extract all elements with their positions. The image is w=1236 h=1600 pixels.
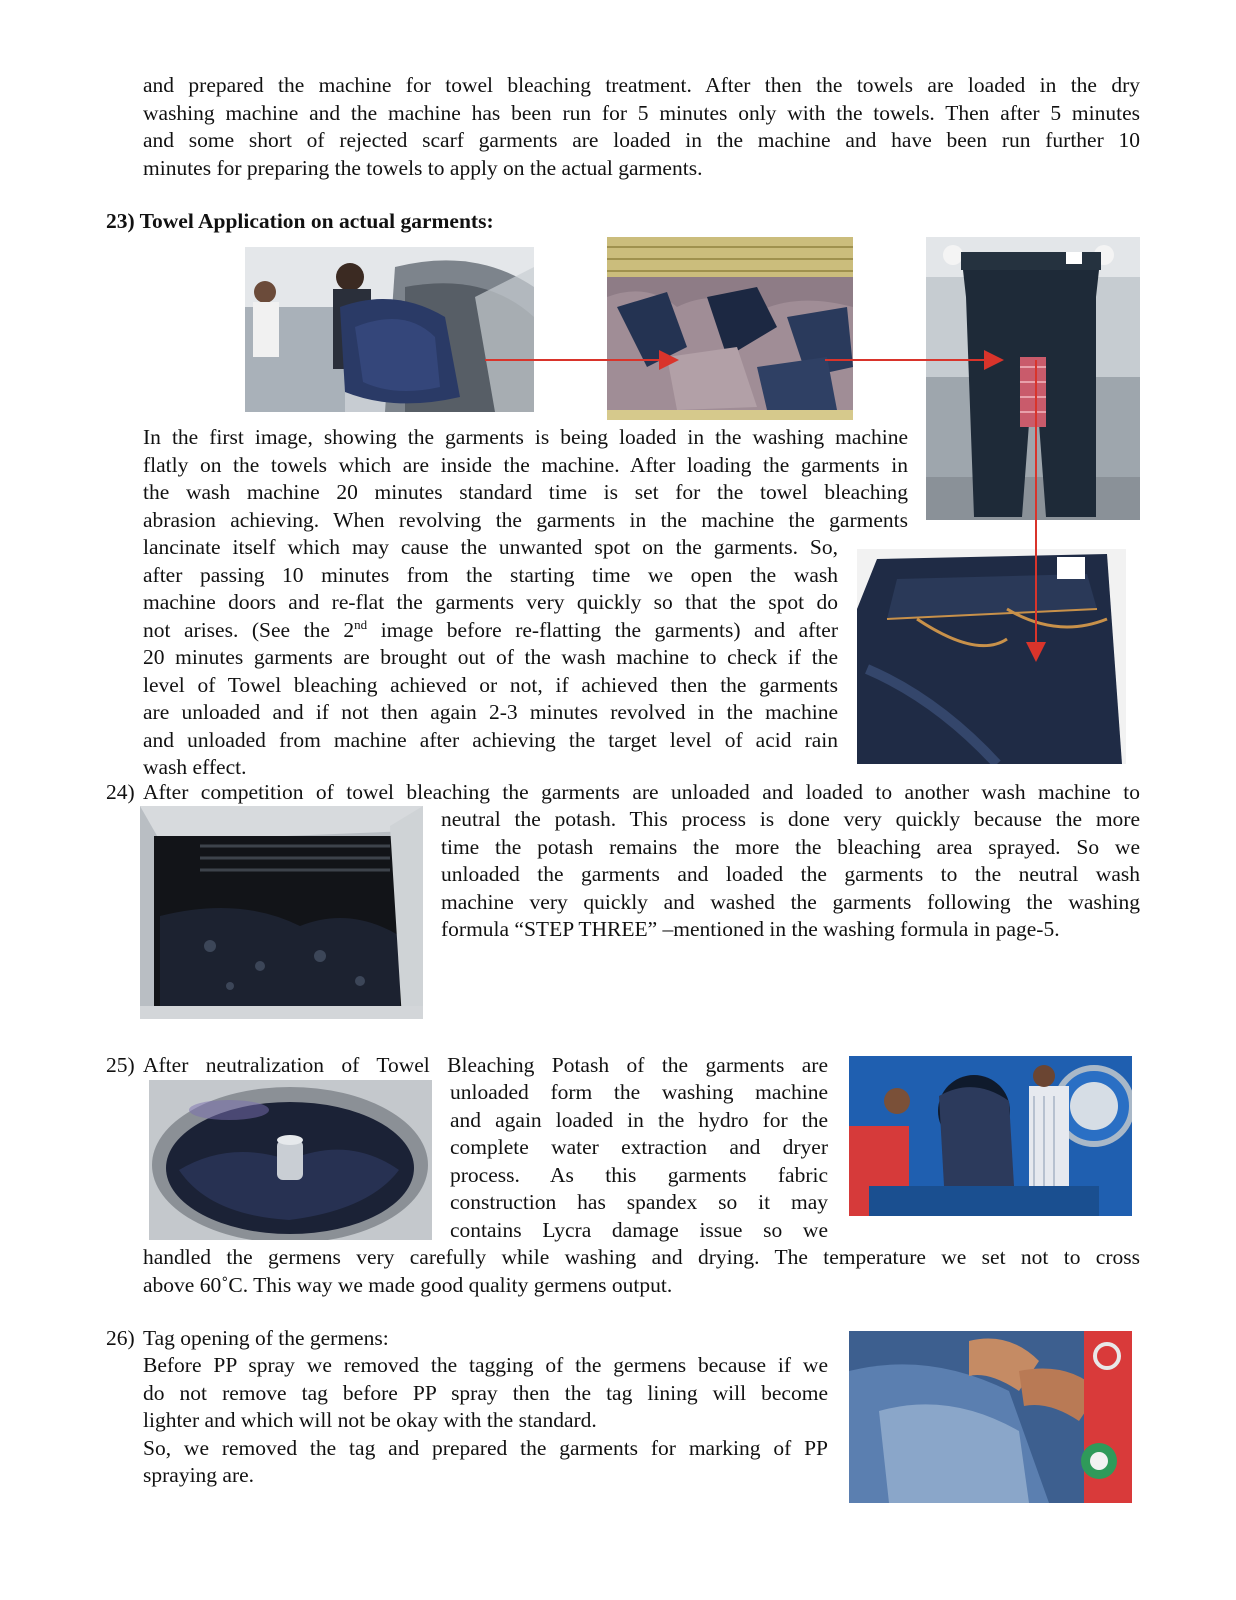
- text-line: unloaded form the washing machine: [450, 1080, 828, 1104]
- text-line: lighter and which will not be okay with the standard.: [143, 1408, 597, 1432]
- text-line: machine very quickly and washed the garments following the washing: [441, 889, 1140, 914]
- section-25-number: 25): [106, 1053, 135, 1077]
- section-24-first-line: After competition of towel bleaching the garments are unloaded and loaded to another wash machine to: [143, 780, 1140, 804]
- text-line: In the first image, showing the garments is being loaded in the washing machine: [143, 425, 908, 449]
- section-26-body: [143, 1352, 828, 1490]
- intro-paragraph: [143, 72, 1140, 182]
- jeans-closeup-photo: [857, 549, 1126, 764]
- section-23-text-a: [143, 424, 908, 534]
- jeans-held-photo: [926, 237, 1140, 520]
- text-line: time the potash remains the more the bleaching area sprayed. So we: [441, 834, 1140, 859]
- hydro-extractor-photo: [149, 1080, 432, 1240]
- text-line: formula “STEP THREE” –mentioned in the washing formula in page-5.: [441, 917, 1060, 941]
- text-line: level of Towel bleaching achieved or not, if achieved then the garments: [143, 672, 838, 697]
- text-line: machine doors and re-flat the garments very quickly so that the spot do: [143, 590, 838, 614]
- text-line: process. As this garments fabric: [450, 1162, 828, 1187]
- intro-line: and some short of rejected scarf garments are loaded in the machine and have been run further 10: [143, 128, 1140, 152]
- section-26-title: Tag opening of the germens:: [143, 1326, 389, 1350]
- section-24-body: [441, 806, 1140, 944]
- section-26-number: 26): [106, 1326, 135, 1350]
- text-line: So, we removed the tag and prepared the garments for marking of PP: [143, 1435, 828, 1460]
- intro-line: washing machine and the machine has been run for 5 minutes only with the towels. Then after 5 minutes: [143, 100, 1140, 125]
- text-line: and unloaded from machine after achieving the target level of acid rain: [143, 727, 838, 752]
- section-23-heading: 23) Towel Application on actual garments:: [106, 209, 494, 233]
- text-line: above 60˚C. This way we made good quality germens output.: [143, 1272, 673, 1297]
- text-line: neutral the potash. This process is done very quickly because the more: [441, 807, 1140, 831]
- text-line: wash effect.: [143, 755, 247, 779]
- section-23-text-b: [143, 534, 838, 782]
- text-fragment: not arises. (See the 2: [143, 617, 355, 642]
- text-line: unloaded the garments and loaded the garments to the neutral wash: [441, 862, 1140, 886]
- superscript: nd: [354, 616, 368, 632]
- text-line: abrasion achieving. When revolving the garments in the machine the garments: [143, 507, 908, 532]
- neutral-wash-machine-photo: [140, 806, 423, 1019]
- text-line: the wash machine 20 minutes standard time is set for the towel bleaching: [143, 480, 908, 504]
- text-line: 20 minutes garments are brought out of the wash machine to check if the: [143, 645, 838, 669]
- section-25-body: [450, 1079, 828, 1244]
- text-line: spraying are.: [143, 1463, 255, 1487]
- text-line: contains Lycra damage issue so we: [450, 1217, 828, 1242]
- intro-line: and prepared the machine for towel bleaching treatment. After then the towels are loaded in the dry: [143, 73, 1140, 97]
- text-line: flatly on the towels which are inside the machine. After loading the garments in: [143, 452, 908, 477]
- text-line: do not remove tag before PP spray then the tag lining will become: [143, 1380, 828, 1405]
- text-line: are unloaded and if not then again 2-3 minutes revolved in the machine: [143, 700, 838, 724]
- text-line-with-superscript: [143, 617, 838, 645]
- text-line: complete water extraction and dryer: [450, 1135, 828, 1159]
- loading-garments-photo: [245, 247, 534, 412]
- dryer-loading-photo: [849, 1056, 1132, 1216]
- towels-in-machine-photo: [607, 237, 853, 420]
- section-24-number: 24): [106, 780, 135, 804]
- text-line: handled the germens very carefully while washing and drying. The temperature we set not to cross: [143, 1245, 1140, 1269]
- text-fragment: image before re-flatting the garments) and after: [367, 617, 838, 642]
- text-line: and again loaded in the hydro for the: [450, 1107, 828, 1132]
- text-line: after passing 10 minutes from the starting time we open the wash: [143, 562, 838, 587]
- text-line: lancinate itself which may cause the unwanted spot on the garments. So,: [143, 535, 838, 559]
- intro-line: minutes for preparing the towels to apply on the actual garments.: [143, 155, 703, 180]
- section-25-first-line: After neutralization of Towel Bleaching Potash of the garments are: [143, 1053, 828, 1077]
- text-line: construction has spandex so it may: [450, 1190, 828, 1214]
- tag-opening-photo: [849, 1331, 1132, 1503]
- section-25-tail: [143, 1244, 1140, 1299]
- text-line: Before PP spray we removed the tagging of the germens because if we: [143, 1353, 828, 1377]
